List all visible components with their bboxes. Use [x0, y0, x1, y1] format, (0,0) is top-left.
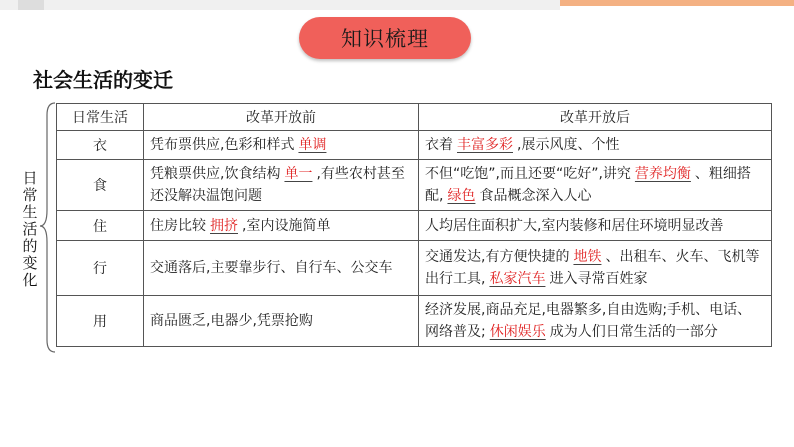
top-accent-bar — [0, 0, 794, 10]
row-category: 住 — [57, 211, 144, 241]
cell-after-reform — [419, 241, 772, 296]
side-label-char: 活 — [22, 220, 38, 238]
cell-text: 交通落后,主要靠步行、自行车、公交车 — [150, 260, 393, 276]
cell-text: 进入寻常百姓家 — [549, 271, 648, 287]
table-row — [57, 131, 772, 160]
row-category: 衣 — [57, 131, 144, 160]
cell-after-reform — [419, 296, 772, 347]
cell-after-reform — [419, 160, 772, 211]
cell-before-reform — [144, 241, 419, 296]
cell-text: 不但“吃饱”,而且还要“吃好”,讲究 — [425, 166, 631, 182]
answer-blank: 单调 — [298, 137, 327, 153]
answer-blank: 单一 — [284, 166, 313, 182]
answer-blank: 地铁 — [573, 249, 602, 265]
row-category: 行 — [57, 241, 144, 296]
row-category: 用 — [57, 296, 144, 347]
cell-text: ,室内设施简单 — [242, 217, 331, 234]
side-label-char: 生 — [22, 203, 38, 221]
column-header-before-reform: 改革开放前 — [144, 104, 419, 131]
answer-blank: 丰富多彩 — [457, 137, 513, 153]
cell-text: 、粗细搭配, — [425, 166, 751, 204]
column-header-daily-life: 日常生活 — [57, 104, 144, 131]
cell-text: ,展示风度、个性 — [517, 137, 620, 153]
side-label-char: 日 — [22, 169, 38, 187]
cell-before-reform — [144, 296, 419, 347]
cell-text: 经济发展,商品充足,电器繁多,自由选购;手机、电话、网络普及; — [425, 302, 752, 340]
answer-blank: 绿色 — [447, 188, 476, 204]
table-row — [57, 160, 772, 211]
answer-blank: 休闲娱乐 — [489, 324, 546, 340]
cell-text: 凭粮票供应,饮食结构 — [150, 166, 281, 182]
table-row — [57, 211, 772, 241]
side-vertical-label — [20, 170, 40, 289]
cell-text: 交通发达,有方便快捷的 — [425, 249, 570, 265]
table-header-row — [57, 104, 772, 131]
section-title-pill — [299, 17, 471, 59]
cell-text: 、出租车、火车、飞机等出行工具, — [425, 249, 760, 287]
cell-text: ,有些农村甚至还没解决温饱问题 — [150, 166, 405, 204]
answer-blank: 私家汽车 — [489, 271, 546, 287]
cell-text: 人均居住面积扩大,室内装修和居住环境明显改善 — [425, 217, 724, 234]
side-label-char: 化 — [22, 271, 38, 289]
cell-text: 成为人们日常生活的一部分 — [549, 324, 718, 340]
answer-blank: 营养均衡 — [634, 166, 691, 182]
side-label-char: 的 — [22, 237, 38, 255]
cell-after-reform — [419, 131, 772, 160]
cell-text: 住房比较 — [150, 217, 206, 234]
answer-blank: 拥挤 — [210, 217, 238, 234]
cell-text: 凭布票供应,色彩和样式 — [150, 137, 295, 153]
cell-before-reform — [144, 160, 419, 211]
side-label-char: 变 — [22, 254, 38, 272]
cell-text: 商品匮乏,电器少,凭票抢购 — [150, 313, 313, 329]
cell-before-reform — [144, 211, 419, 241]
section-title-text: 知识梳理 — [341, 27, 429, 51]
page-heading: 社会生活的变迁 — [33, 68, 173, 92]
accent-strip-right — [560, 0, 794, 6]
cell-after-reform — [419, 211, 772, 241]
cell-text: 食品概念深入人心 — [479, 188, 592, 204]
comparison-table — [56, 103, 772, 347]
accent-strip-left — [0, 0, 560, 10]
table-row — [57, 241, 772, 296]
cell-before-reform — [144, 131, 419, 160]
row-category: 食 — [57, 160, 144, 211]
table-row — [57, 296, 772, 347]
cell-text: 衣着 — [425, 137, 453, 153]
column-header-after-reform: 改革开放后 — [419, 104, 772, 131]
side-label-char: 常 — [22, 186, 38, 204]
